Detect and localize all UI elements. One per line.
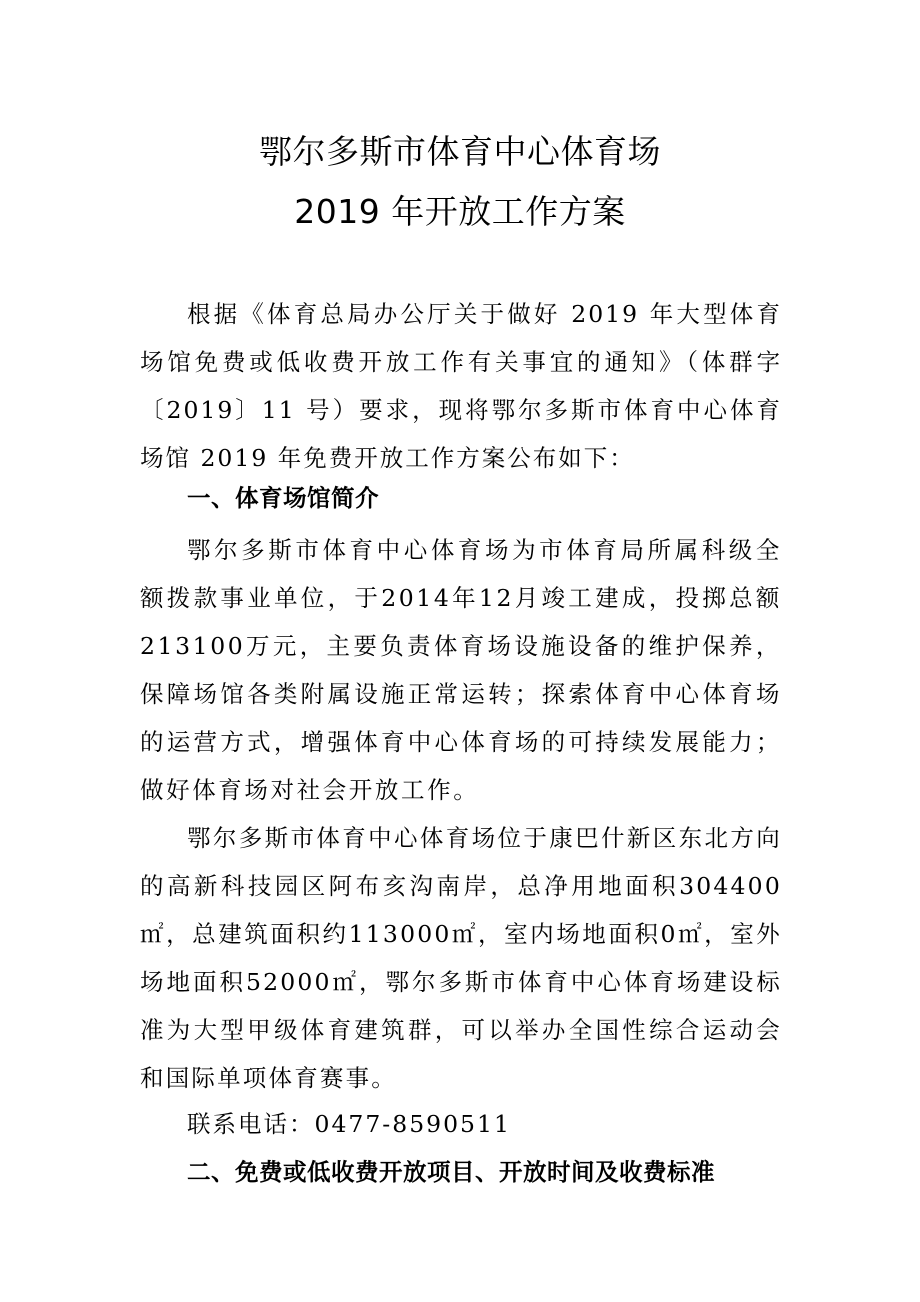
section-1-paragraph-2: 鄂尔多斯市体育中心体育场位于康巴什新区东北方向的高新科技园区阿布亥沟南岸，总净用地面积304400㎡，总建筑面积约113000㎡，室内场地面积0㎡，室外场地面积52000㎡，鄂尔多斯市体育中心体育场建设标准为大型甲级体育建筑群，可以举办全国性综合运动会和国际单项体育赛事。 (140, 824, 782, 1092)
section-1-heading: 一、体育场馆简介 (187, 484, 379, 512)
contact-phone: 联系电话：0477-8590511 (187, 1110, 511, 1138)
section-1-paragraph-1: 鄂尔多斯市体育中心体育场为市体育局所属科级全额拨款事业单位，于2014年12月竣工建成，投掷总额213100万元，主要负责体育场设施设备的维护保养，保障场馆各类附属设施正常运转；探索体育中心体育场的运营方式，增强体育中心体育场的可持续发展能力；做好体育场对社会开放工作。 (140, 536, 782, 804)
intro-paragraph: 根据《体育总局办公厅关于做好 2019 年大型体育场馆免费或低收费开放工作有关事宜的通知》（体群字〔2019〕11 号）要求，现将鄂尔多斯市体育中心体育场馆 2019 年免费开放工作方案公布如下： (140, 300, 782, 472)
document-title-line-1: 鄂尔多斯市体育中心体育场 (259, 132, 661, 171)
document-title-line-2: 2019 年开放工作方案 (294, 192, 626, 231)
section-2-heading: 二、免费或低收费开放项目、开放时间及收费标准 (187, 1158, 715, 1186)
